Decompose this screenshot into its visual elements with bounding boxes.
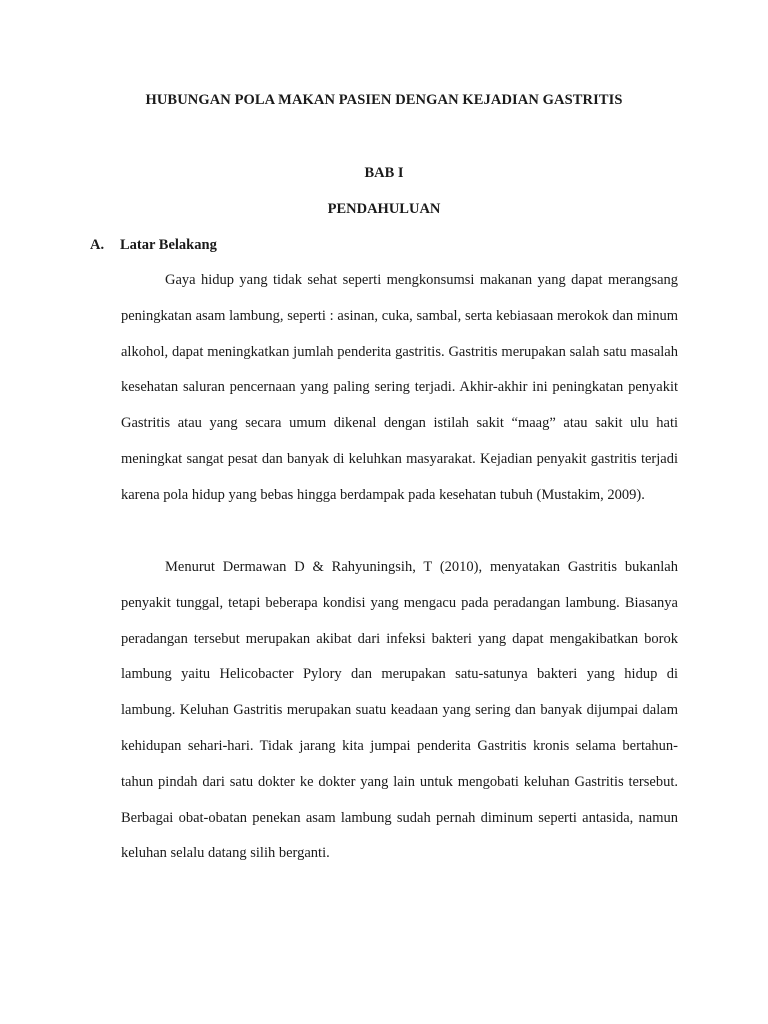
chapter-number: BAB I [364, 165, 404, 181]
section-title: Latar Belakang [120, 237, 217, 253]
section-heading [90, 237, 217, 254]
paragraph-1: Gaya hidup yang tidak sehat seperti mengkonsumsi makanan yang dapat merangsang peningkatan asam lambung, seperti : asinan, cuka, sambal, serta kebiasaan merokok dan minum alkohol, dapat meningkatkan jumlah penderita gastritis. Gastritis merupakan salah satu masalah kesehatan saluran pencernaan yang paling sering terjadi. Akhir-akhir ini peningkatan penyakit Gastritis atau yang secara umum dikenal dengan istilah sakit “maag” atau sakit ulu hati meningkat sangat pesat dan banyak di keluhkan masyarakat. Kejadian penyakit gastritis terjadi karena pola hidup yang bebas hingga berdampak pada kesehatan tubuh (Mustakim, 2009). [121, 272, 678, 503]
document-title: HUBUNGAN POLA MAKAN PASIEN DENGAN KEJADIAN GASTRITIS [145, 92, 623, 108]
section-marker: A. [90, 237, 105, 253]
paragraph-2: Menurut Dermawan D & Rahyuningsih, T (2010), menyatakan Gastritis bukanlah penyakit tunggal, tetapi beberapa kondisi yang mengacu pada peradangan lambung. Biasanya peradangan tersebut merupakan akibat dari infeksi bakteri yang dapat mengakibatkan borok lambung yaitu Helicobacter Pylory dan merupakan satu-satunya bakteri yang hidup di lambung. Keluhan Gastritis merupakan suatu keadaan yang sering dan banyak dijumpai dalam kehidupan sehari-hari. Tidak jarang kita jumpai penderita Gastritis kronis selama bertahun-tahun pindah dari satu dokter ke dokter yang lain untuk mengobati keluhan Gastritis tersebut. Berbagai obat-obatan penekan asam lambung sudah pernah diminum seperti antasida, namun keluhan selalu datang silih berganti. [121, 559, 678, 862]
chapter-title: PENDAHULUAN [327, 201, 441, 217]
